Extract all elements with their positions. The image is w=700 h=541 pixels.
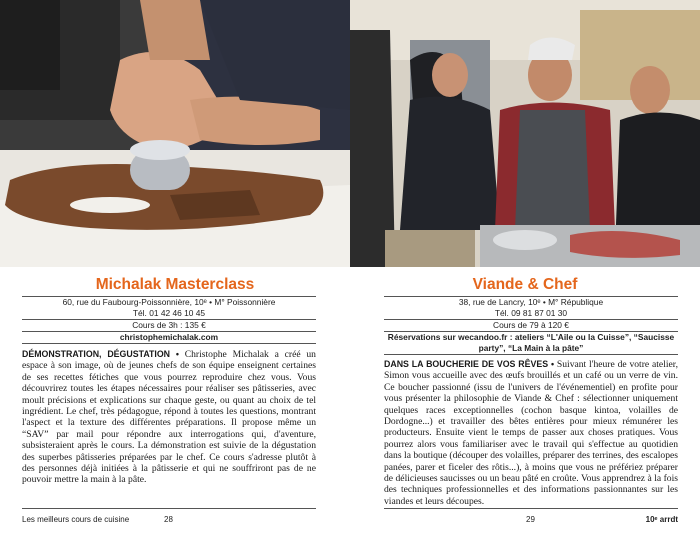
course-description <box>384 359 678 507</box>
divider <box>384 354 678 355</box>
course-description <box>22 349 316 486</box>
page-number: 29 <box>526 515 535 524</box>
book-title: Les meilleurs cours de cuisine <box>22 515 130 524</box>
course-title: Michalak Masterclass <box>95 276 255 293</box>
price: Cours de 3h : 135 € <box>132 320 206 330</box>
course-info-block <box>384 296 678 355</box>
reservation-info: Réservations sur wecandoo.fr : ateliers “L'Aile ou la Cuisse”, “Saucisse party”, “La Main à la pâte” <box>387 332 675 353</box>
page-number: 28 <box>164 515 173 524</box>
description-text: Suivant l'heure de votre atelier, Simon vous accueille avec des œufs brouillés et un café ou un verre de vin. Ce boucher passionné (issu de l'univers de l'événementiel) en profite pour vous présenter la philosophie de Viande & Chef : sélectionner uniquement quelques races exceptionnelles (cochon basque kintoa, volailles de Dordogne...) et travailler des bêtes entières pour mieux rémunérer les producteurs. Ensuite vient le temps de passer aux choses pratiques. Vous pourrez alors vous familiariser avec le travail qui s'effectue au quotidien dans la boutique (découper des volailles, préparer des terrines, des escalopes panées, parer et ficeler des rôtis...), à moins que vous ne préfériez préparer de délicieuses saucisses ou un beau pâté en croûte. Vous apprendrez à la fois des techniques professionnelles et des informations passionnantes sur les viandes et leurs découpes. <box>384 359 678 507</box>
divider <box>22 343 316 344</box>
website-link[interactable]: christophemichalak.com <box>119 332 219 342</box>
description-lead: DANS LA BOUCHERIE DE VOS RÊVES • <box>384 359 555 369</box>
phone: Tél. 01 42 46 10 45 <box>132 308 206 318</box>
footer-divider <box>22 508 316 509</box>
price: Cours de 79 à 120 € <box>493 320 569 330</box>
pastry-photo-illustration <box>0 0 350 267</box>
description-lead: DÉMONSTRATION, DÉGUSTATION • <box>22 349 179 359</box>
butcher-photo-illustration <box>350 0 700 267</box>
course-title: Viande & Chef <box>472 276 578 293</box>
address: 60, rue du Faubourg-Poissonnière, 10ᵉ • M° Poissonnière <box>62 297 276 307</box>
arrondissement-label: 10ᵉ arrdt <box>645 515 678 524</box>
pastry-cutting-photo <box>0 0 350 267</box>
course-info-block <box>22 296 316 344</box>
right-page <box>350 0 700 541</box>
address: 38, rue de Lancry, 10ᵉ • M° République <box>458 297 604 307</box>
butcher-class-photo <box>350 0 700 267</box>
footer-divider <box>384 508 678 509</box>
description-text: Christophe Michalak a créé un espace à son image, où de jeunes chefs de son équipe enseignent certaines de ses recettes fétiches que vous pourrez reproduire chez vous. Vous découvrirez toutes les étapes nécessaires pour réaliser ses pâtisseries, avec moult précisions et explications sur chaque geste, ou quant au choix de tel ingrédient. Le chef, très pédagogue, répond à toutes les questions, montrant l'aspect et la texture des différentes préparations. Il propose même un “SAV” par mail pour répondre aux interrogations qui, d'aventure, subsisteraient après le cours. La démonstration est suivie de la dégustation des superbes pâtisseries préparées par le chef. Ce cours s'adresse plutôt à des personnes déjà initiées à la pâtisserie et qui ne souffriront pas de ne pouvoir mettre la main à la pâte. <box>22 349 316 486</box>
phone: Tél. 09 81 87 01 30 <box>494 308 568 318</box>
